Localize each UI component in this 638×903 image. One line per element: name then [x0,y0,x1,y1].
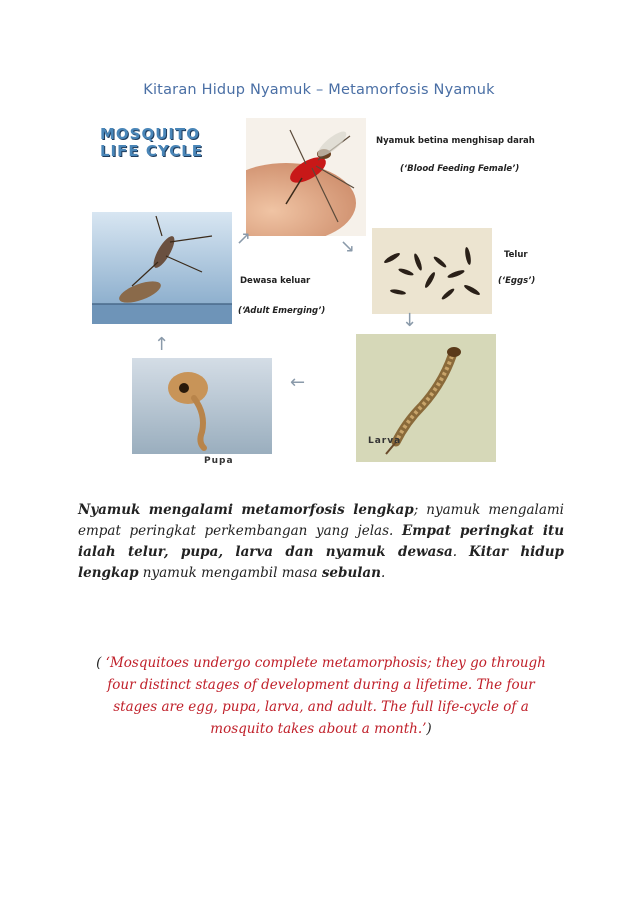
arrow-left-icon: ← [290,372,306,393]
figure-heading-line2: LIFE CYCLE [100,142,204,160]
figure-heading [100,126,203,160]
para-bold-2: Empat peringkat itu ialah telur, pupa, larva dan nyamuk dewasa [78,523,565,560]
description-paragraph [78,500,564,584]
figure-heading-line1: MOSQUITO [100,125,200,143]
arrow-up-icon: ↑ [154,334,170,355]
english-translation [86,652,556,740]
adult-emerging-photo [92,212,232,324]
blood-feeding-label-en: (‘Blood Feeding Female’) [400,164,520,174]
page-title: Kitaran Hidup Nyamuk – Metamorfosis Nyamuk [143,82,495,98]
pupa-photo [132,358,272,454]
blood-feeding-photo [246,118,366,236]
para-text-2: . [452,544,470,560]
translation-text: ‘Mosquitoes undergo complete metamorphosis; they go through four distinct stages of development during a lifetime. The four stages are egg, pupa, larva, and adult. The full life-cycle of a mosquito takes about a month.’ [105,655,546,737]
para-bold-4: sebulan [321,565,381,581]
eggs-label-en: (‘Eggs’) [498,276,536,286]
pupa-caption: Pupa [204,456,234,466]
para-text-1: ; nyamuk mengalami empat peringkat perkembangan yang jelas. [78,502,564,539]
arrow-up-right-icon: ↗ [236,228,252,249]
adult-emerging-label-en: (‘Adult Emerging’) [238,306,326,316]
blood-feeding-label: Nyamuk betina menghisap darah [376,136,535,146]
para-bold-3: Kitar hidup lengkap [78,544,564,581]
adult-emerging-mosquito-icon [92,212,232,324]
arrow-down-right-icon: ↘ [340,236,356,257]
para-text-3: nyamuk mengambil masa [138,565,322,581]
eggs-label: Telur [504,250,528,260]
pupa-icon [132,358,272,454]
translation-close-paren: ) [426,721,432,737]
arrow-down-icon: ↓ [402,310,418,331]
eggs-photo [372,228,492,314]
larva-caption: Larva [368,436,402,446]
blood-feeding-mosquito-icon [246,118,366,236]
translation-open-paren: ( [96,655,106,671]
life-cycle-figure [78,112,562,472]
adult-emerging-label: Dewasa keluar [240,276,311,286]
eggs-icon [372,228,492,314]
para-text-4: . [380,565,386,581]
para-bold-1: Nyamuk mengalami metamorfosis lengkap [78,502,414,518]
